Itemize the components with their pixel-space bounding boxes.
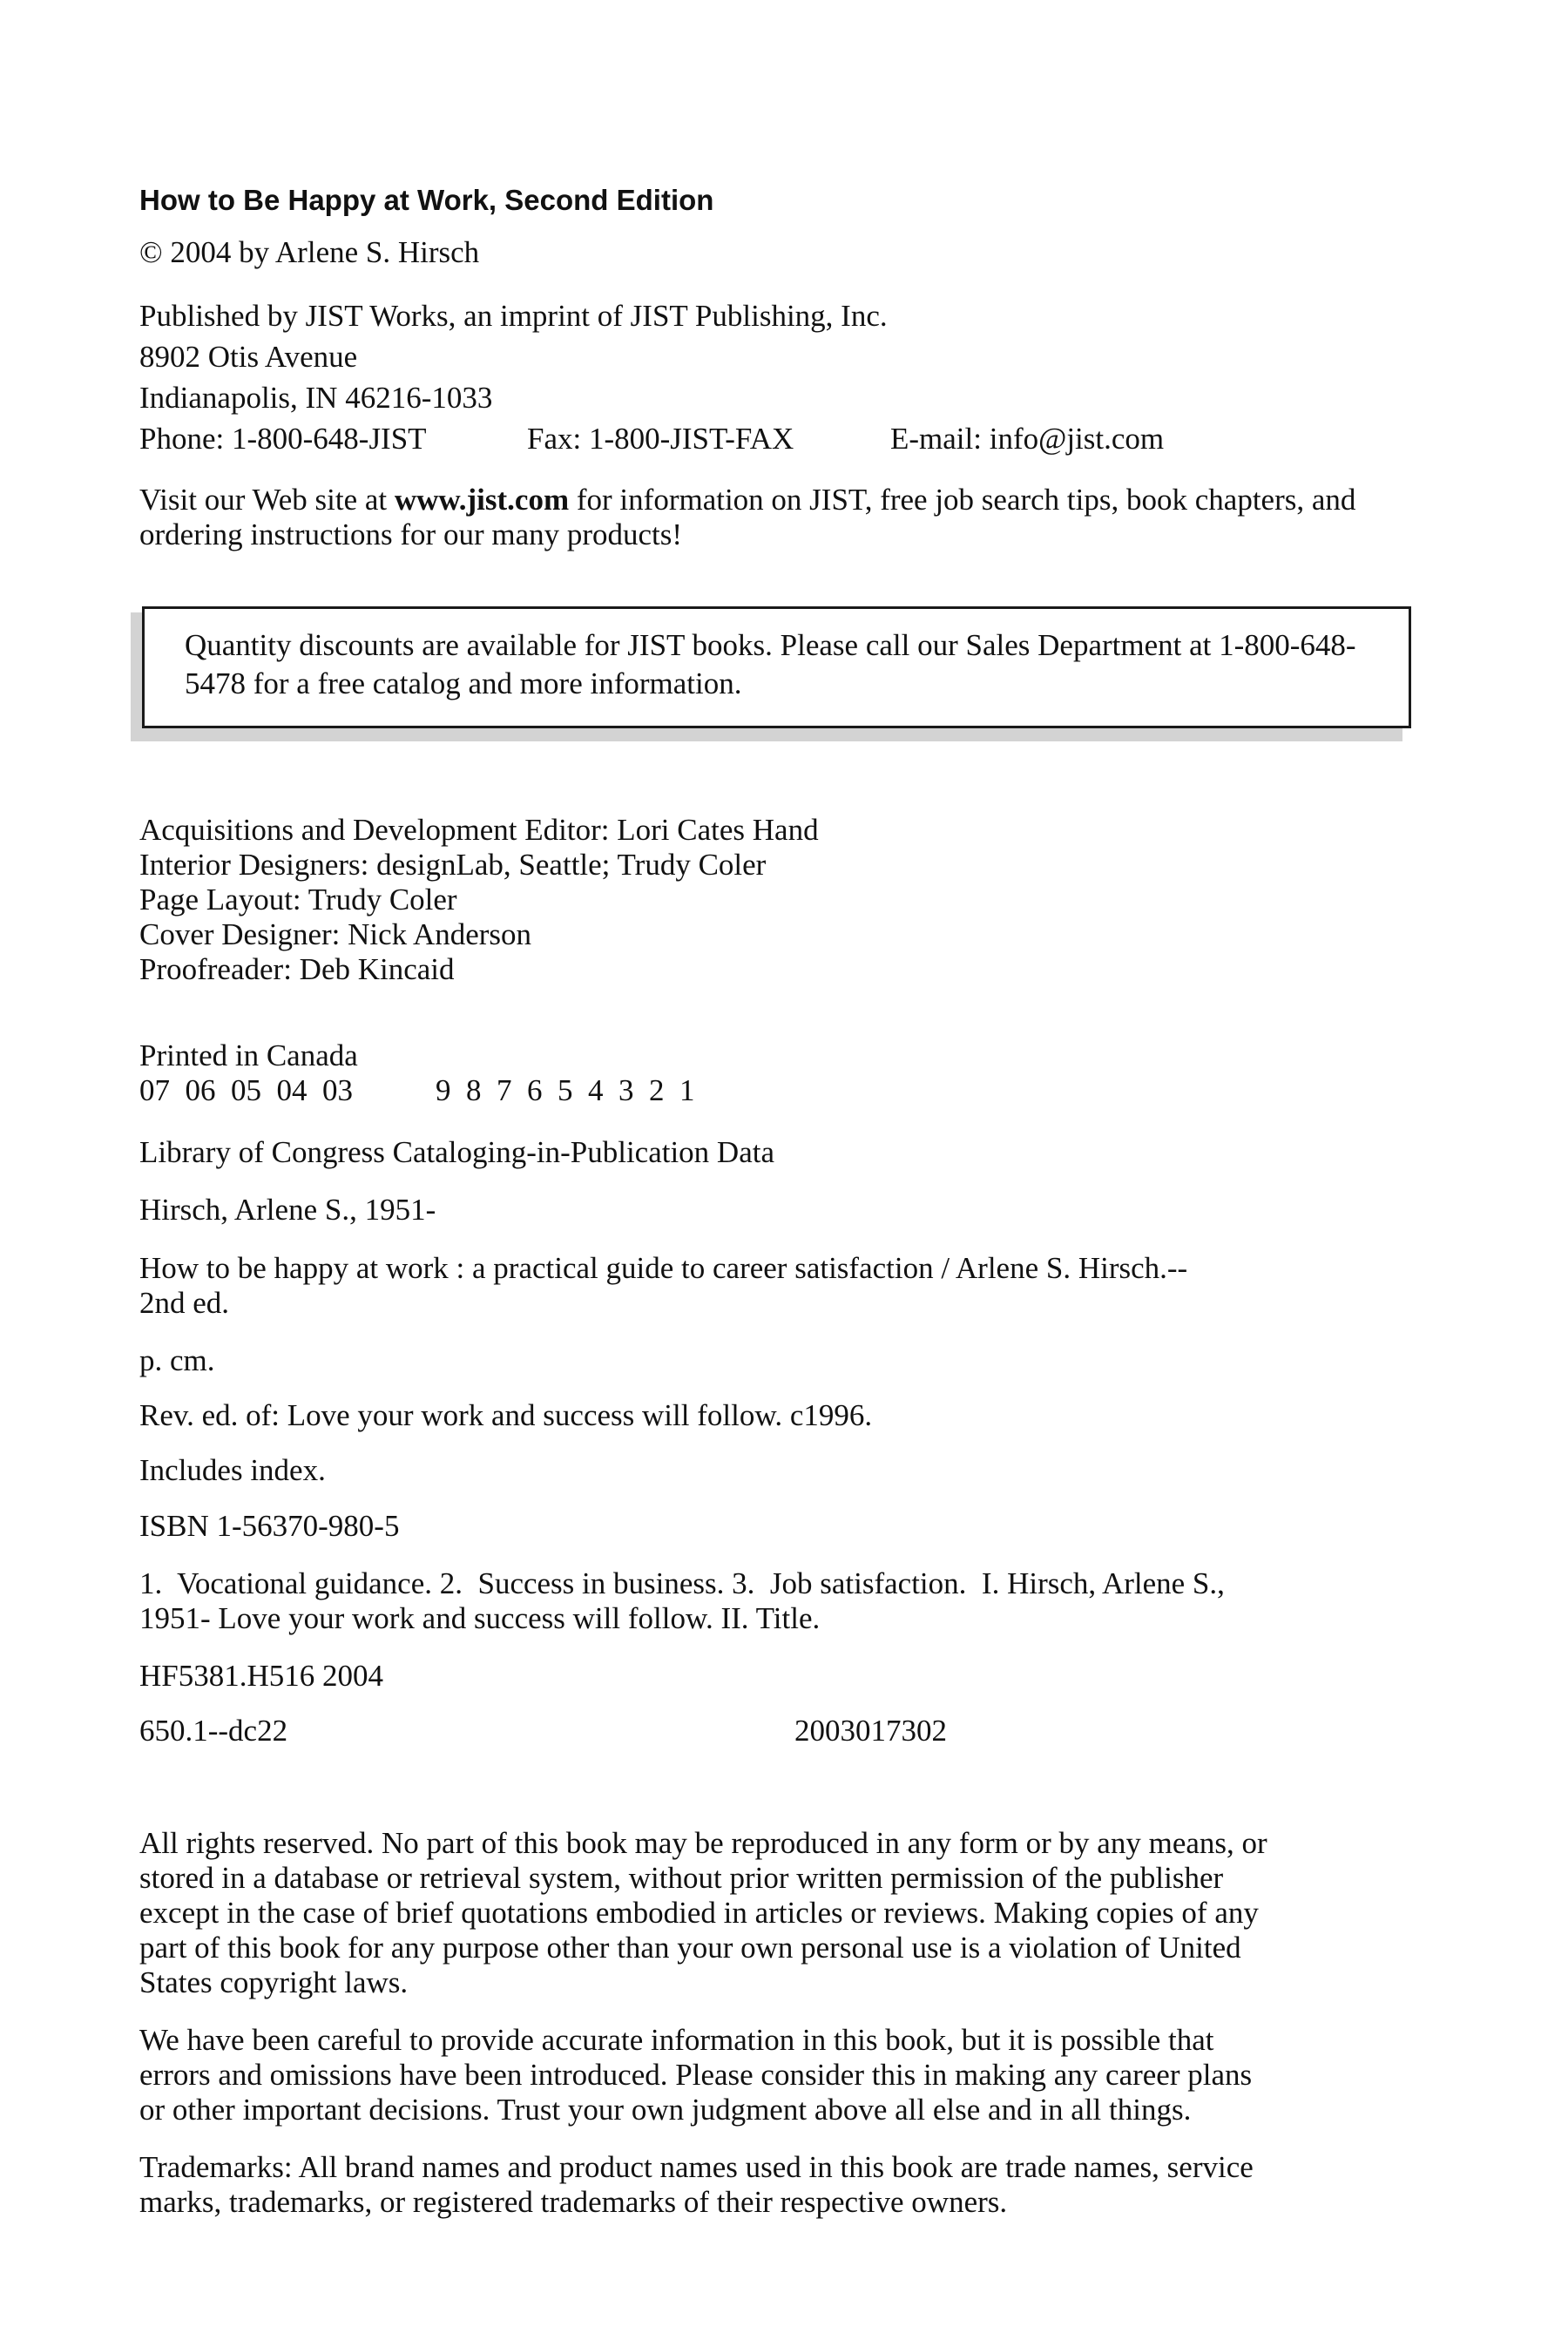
- cip-subjects: 1. Vocational guidance. 2. Success in business. 3. Job satisfaction. I. Hirsch, Arlene S.,: [139, 1566, 1225, 1600]
- cip-author: Hirsch, Arlene S., 1951-: [139, 1193, 436, 1227]
- website-suffix: for information on JIST, free job search tips, book chapters, and ordering instructions for our many products!: [139, 483, 1356, 551]
- cip-physical: p. cm.: [139, 1343, 215, 1377]
- printing-years: 07 06 05 04 03: [139, 1073, 353, 1107]
- cip-lccn: 2003017302: [794, 1714, 947, 1748]
- website-prefix: Visit our Web site at: [139, 483, 395, 517]
- rights-line: stored in a database or retrieval system, without prior written permission of the publisher: [139, 1861, 1224, 1895]
- print-run: 9 8 7 6 5 4 3 2 1: [436, 1073, 695, 1107]
- cip-lc-class: HF5381.H516 2004: [139, 1659, 384, 1693]
- rights-line: States copyright laws.: [139, 1965, 409, 1999]
- cip-heading: Library of Congress Cataloging-in-Publication Data: [139, 1135, 775, 1169]
- copyright-notice: © 2004 by Arlene S. Hirsch: [139, 235, 480, 269]
- cip-isbn: ISBN 1-56370-980-5: [139, 1509, 400, 1543]
- cip-subjects-cont: 1951- Love your work and success will follow. II. Title.: [139, 1601, 821, 1635]
- cip-rev-ed: Rev. ed. of: Love your work and success will follow. c1996.: [139, 1398, 873, 1432]
- credit-line: Interior Designers: designLab, Seattle; Trudy Coler: [139, 848, 767, 882]
- publisher-city: Indianapolis, IN 46216-1033: [139, 381, 493, 415]
- quantity-discount-callout: [142, 606, 1411, 728]
- trademark-paragraph: [139, 2150, 1254, 2220]
- book-title: How to Be Happy at Work, Second Edition: [139, 184, 714, 216]
- credit-line: Proofreader: Deb Kincaid: [139, 952, 455, 986]
- publisher-phone: Phone: 1-800-648-JIST: [139, 422, 427, 456]
- rights-line: All rights reserved. No part of this book may be reproduced in any form or by any means, or: [139, 1826, 1267, 1860]
- rights-line: part of this book for any purpose other than your own personal use is a violation of United: [139, 1931, 1241, 1965]
- callout-text: Quantity discounts are available for JIST books. Please call our Sales Department at 1-800-648-5478 for a free catalog and more information.: [185, 628, 1356, 700]
- rights-paragraph: [139, 1826, 1267, 2000]
- credit-line: Page Layout: Trudy Coler: [139, 883, 457, 916]
- trademark-line: Trademarks: All brand names and product names used in this book are trade names, service: [139, 2150, 1254, 2184]
- website-link[interactable]: www.jist.com: [394, 483, 570, 517]
- rights-line: except in the case of brief quotations embodied in articles or reviews. Making copies of any: [139, 1896, 1259, 1930]
- cip-dewey: 650.1--dc22: [139, 1714, 288, 1748]
- credit-line: Acquisitions and Development Editor: Lori Cates Hand: [139, 813, 819, 847]
- website-paragraph: [139, 483, 1359, 552]
- disclaimer-line: errors and omissions have been introduced. Please consider this in making any career plans: [139, 2058, 1253, 2092]
- cip-title-cont: 2nd ed.: [139, 1286, 230, 1320]
- printed-in: Printed in Canada: [139, 1038, 358, 1072]
- disclaimer-paragraph: [139, 2023, 1252, 2127]
- cip-index: Includes index.: [139, 1453, 326, 1487]
- cip-title: How to be happy at work : a practical guide to career satisfaction / Arlene S. Hirsch.--: [139, 1251, 1188, 1285]
- publisher-fax: Fax: 1-800-JIST-FAX: [527, 422, 794, 456]
- publisher-street: 8902 Otis Avenue: [139, 340, 358, 374]
- disclaimer-line: or other important decisions. Trust your own judgment above all else and in all things.: [139, 2093, 1192, 2127]
- credits-block: [139, 813, 819, 987]
- publisher-line: Published by JIST Works, an imprint of JIST Publishing, Inc.: [139, 299, 888, 333]
- disclaimer-line: We have been careful to provide accurate information in this book, but it is possible that: [139, 2023, 1214, 2057]
- trademark-line: marks, trademarks, or registered trademarks of their respective owners.: [139, 2185, 1008, 2219]
- publisher-email: E-mail: info@jist.com: [890, 422, 1165, 456]
- credit-line: Cover Designer: Nick Anderson: [139, 917, 532, 951]
